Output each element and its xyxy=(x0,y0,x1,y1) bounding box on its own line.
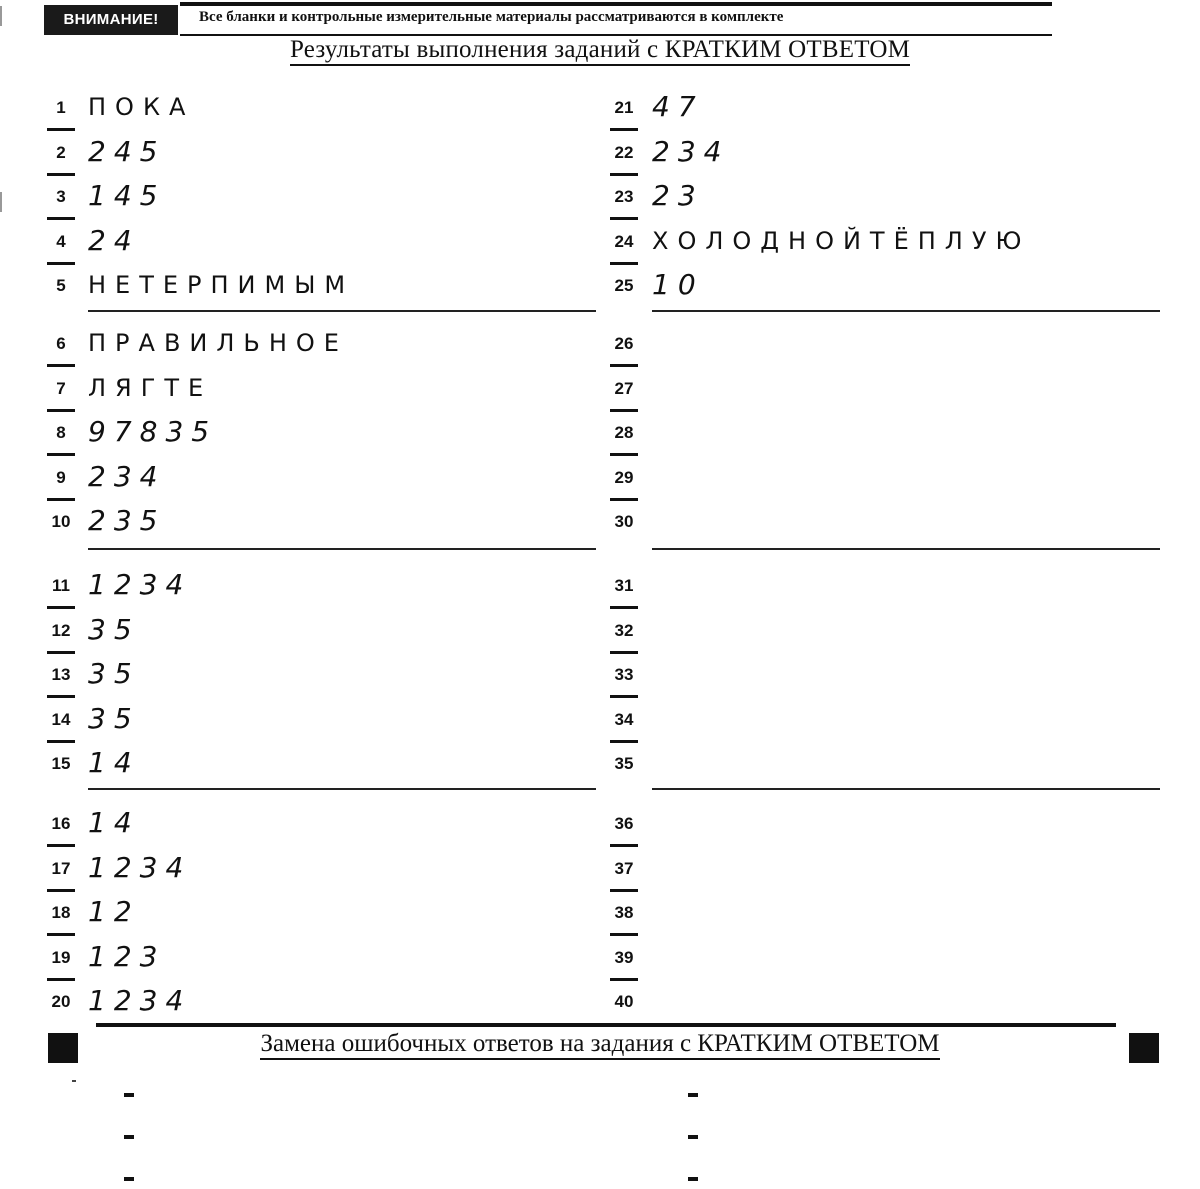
answer-field[interactable]: 35 xyxy=(88,701,140,735)
answer-row xyxy=(0,135,1200,175)
answer-field[interactable]: 47 xyxy=(652,90,704,123)
group-separator xyxy=(88,548,596,550)
answer-row xyxy=(0,940,1200,980)
question-number: 36 xyxy=(614,814,634,833)
question-number: 20 xyxy=(51,992,71,1012)
number-underline xyxy=(610,889,638,892)
replacement-field-right[interactable] xyxy=(688,1135,698,1139)
question-number: 21 xyxy=(614,98,634,117)
question-number: 5 xyxy=(56,276,66,296)
question-number: 6 xyxy=(56,334,66,353)
answer-field[interactable]: 23 xyxy=(652,179,704,213)
question-number: 9 xyxy=(56,467,66,487)
section-title xyxy=(0,36,1200,64)
answer-field[interactable]: НЕТЕРПИМЫМ xyxy=(88,271,355,300)
answer-field[interactable]: 234 xyxy=(88,459,166,493)
question-number: 26 xyxy=(614,334,634,353)
answer-field[interactable]: 97835 xyxy=(88,415,218,449)
answer-row xyxy=(0,90,1200,130)
answer-field[interactable]: 245 xyxy=(88,134,166,168)
answer-row xyxy=(0,806,1200,846)
header-top-rule xyxy=(180,2,1052,6)
group-separator xyxy=(88,788,596,790)
number-underline xyxy=(610,128,638,131)
question-number: 34 xyxy=(614,709,634,729)
answer-field[interactable]: 234 xyxy=(652,134,730,168)
question-number: 22 xyxy=(614,142,634,162)
number-underline xyxy=(610,933,638,936)
question-number: 19 xyxy=(51,947,71,967)
answer-row xyxy=(0,657,1200,697)
question-number: 32 xyxy=(614,620,634,640)
question-number: 29 xyxy=(614,467,634,487)
answer-row xyxy=(0,224,1200,264)
replacement-title xyxy=(0,1030,1200,1058)
answer-field[interactable]: 14 xyxy=(88,806,140,839)
number-underline xyxy=(610,364,638,367)
question-number: 2 xyxy=(56,142,66,162)
replacement-top-rule xyxy=(96,1023,1116,1027)
question-number: 33 xyxy=(614,665,634,685)
answer-row xyxy=(0,326,1200,366)
answer-field[interactable]: 12 xyxy=(88,895,140,929)
question-number: 37 xyxy=(614,858,634,878)
number-underline xyxy=(610,606,638,609)
question-number: 31 xyxy=(614,576,634,595)
number-underline xyxy=(610,651,638,654)
section-title-text: Результаты выполнения заданий с КРАТКИМ ОТВЕТОМ xyxy=(290,36,910,66)
replacement-title-text: Замена ошибочных ответов на задания с КРАТКИМ ОТВЕТОМ xyxy=(260,1030,939,1060)
attention-badge: ВНИМАНИЕ! xyxy=(44,5,178,35)
replacement-field-right[interactable] xyxy=(688,1093,698,1097)
question-number: 3 xyxy=(56,187,66,207)
group-separator xyxy=(652,548,1160,550)
answer-field[interactable]: 123 xyxy=(88,939,166,973)
question-number: 16 xyxy=(51,814,71,833)
answer-row xyxy=(0,568,1200,608)
number-underline xyxy=(610,173,638,176)
question-number: 40 xyxy=(614,992,634,1012)
answer-field[interactable]: 10 xyxy=(652,268,704,302)
question-number: 1 xyxy=(56,98,66,117)
replacement-field-left[interactable] xyxy=(124,1135,134,1139)
number-underline xyxy=(610,217,638,220)
question-number: 11 xyxy=(52,576,70,595)
question-number: 10 xyxy=(51,512,71,532)
question-number: 13 xyxy=(51,665,71,685)
answer-row xyxy=(0,415,1200,455)
answer-row xyxy=(0,460,1200,500)
number-underline xyxy=(610,844,638,847)
question-number: 12 xyxy=(51,620,71,640)
scan-edge-mark xyxy=(0,6,2,26)
question-number: 38 xyxy=(614,903,634,923)
question-number: 23 xyxy=(614,187,634,207)
group-separator xyxy=(652,788,1160,790)
answer-row xyxy=(0,371,1200,411)
answer-field[interactable]: 1234 xyxy=(88,568,192,601)
number-underline xyxy=(610,740,638,743)
number-underline xyxy=(610,498,638,501)
question-number: 14 xyxy=(51,709,71,729)
answer-field[interactable]: 1234 xyxy=(88,850,192,884)
answer-field[interactable]: 145 xyxy=(88,179,166,213)
answer-field[interactable]: 35 xyxy=(88,612,140,646)
group-separator xyxy=(88,310,596,312)
question-number: 25 xyxy=(614,276,634,296)
question-number: 18 xyxy=(51,903,71,923)
number-underline xyxy=(610,695,638,698)
answer-field[interactable]: 235 xyxy=(88,504,166,538)
question-number: 8 xyxy=(56,423,66,443)
answer-field[interactable]: 24 xyxy=(88,223,140,257)
number-underline xyxy=(610,978,638,981)
question-number: 17 xyxy=(51,858,71,878)
answer-row xyxy=(0,895,1200,935)
question-number: 27 xyxy=(614,378,634,398)
question-number: 30 xyxy=(614,512,634,532)
question-number: 7 xyxy=(56,378,66,398)
answer-field[interactable]: 1234 xyxy=(88,984,192,1018)
answer-field[interactable]: ЛЯГТЕ xyxy=(88,373,213,402)
answer-row xyxy=(0,984,1200,1024)
replacement-field-right[interactable] xyxy=(688,1177,698,1181)
answer-field[interactable]: ПОКА xyxy=(88,93,195,121)
answer-row xyxy=(0,702,1200,742)
answer-row xyxy=(0,613,1200,653)
number-underline xyxy=(610,262,638,265)
question-number: 4 xyxy=(56,231,66,251)
answer-field[interactable]: 35 xyxy=(88,657,140,691)
answer-field[interactable]: ХОЛОДНОЙТЁПЛУЮ xyxy=(652,226,1031,255)
answer-field[interactable]: 14 xyxy=(88,746,140,780)
replacement-field-left[interactable] xyxy=(124,1177,134,1181)
answer-row xyxy=(0,851,1200,891)
attention-notice: Все бланки и контрольные измерительные материалы рассматриваются в комплекте xyxy=(199,9,784,25)
number-underline xyxy=(610,409,638,412)
replacement-field-left[interactable] xyxy=(124,1093,134,1097)
answer-row xyxy=(0,179,1200,219)
answer-row xyxy=(0,268,1200,308)
question-number: 35 xyxy=(614,754,634,774)
answer-field[interactable]: ПРАВИЛЬНОЕ xyxy=(88,329,348,357)
group-separator xyxy=(652,310,1160,312)
question-number: 28 xyxy=(614,423,634,443)
scan-tick xyxy=(72,1080,76,1082)
question-number: 24 xyxy=(614,231,634,251)
question-number: 39 xyxy=(614,947,634,967)
answer-row xyxy=(0,504,1200,544)
question-number: 15 xyxy=(51,754,71,774)
answer-row xyxy=(0,746,1200,786)
number-underline xyxy=(610,453,638,456)
